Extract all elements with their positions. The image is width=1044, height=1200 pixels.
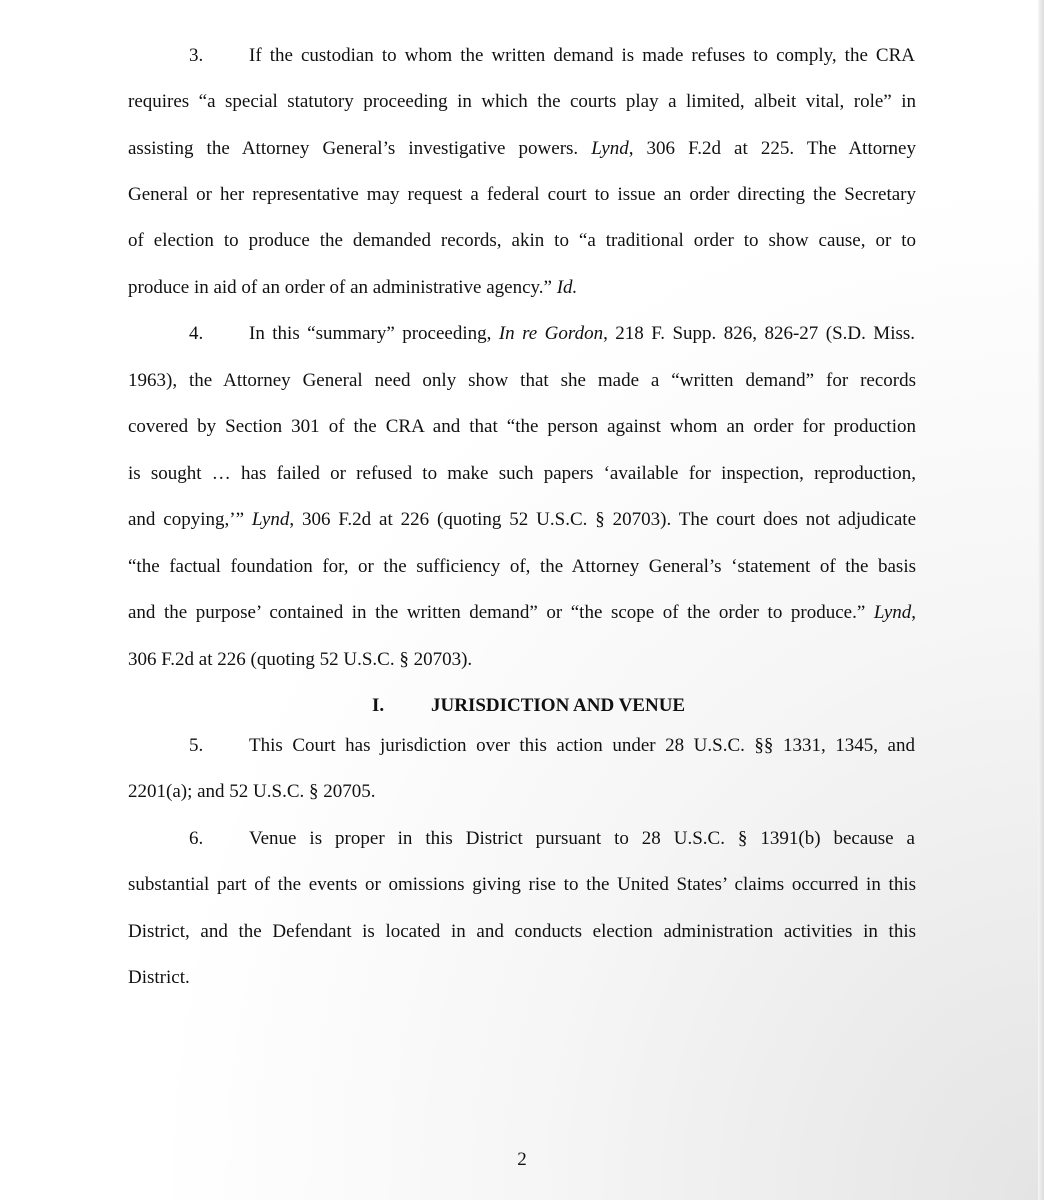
paragraph-number: 6. (189, 828, 204, 849)
paragraph-line: District, and the Defendant is located in and conducts election administration activities in this (128, 921, 916, 942)
paragraph-line: If the custodian to whom the written demand is made refuses to comply, the CRA (249, 45, 915, 66)
paragraph-number: 4. (189, 323, 204, 344)
paragraph-number: 3. (189, 45, 204, 66)
paragraph-line: Venue is proper in this District pursuant to 28 U.S.C. § 1391(b) because a (249, 828, 915, 849)
paragraph-number: 5. (189, 735, 204, 756)
paragraph-line: is sought … has failed or refused to make such papers ‘available for inspection, reproduction, (128, 463, 916, 484)
paragraph-line: produce in aid of an order of an administrative agency.” Id. (128, 277, 578, 298)
paragraph-line: and copying,’” Lynd, 306 F.2d at 226 (quoting 52 U.S.C. § 20703). The court does not adjudicate (128, 509, 917, 530)
paragraph-line: assisting the Attorney General’s investigative powers. Lynd, 306 F.2d at 225. The Attorney (128, 138, 916, 159)
paragraph-line: substantial part of the events or omissions giving rise to the United States’ claims occurred in this (128, 874, 916, 895)
section-title: JURISDICTION AND VENUE (431, 695, 686, 716)
page-edge-shadow (1038, 0, 1044, 1200)
paragraph-line: This Court has jurisdiction over this action under 28 U.S.C. §§ 1331, 1345, and (249, 735, 915, 756)
paragraph-line: of election to produce the demanded records, akin to “a traditional order to show cause, or to (128, 230, 916, 251)
section-heading (372, 694, 685, 718)
paragraph-line: “the factual foundation for, or the sufficiency of, the Attorney General’s ‘statement of the basis (128, 556, 916, 577)
section-numeral: I. (372, 695, 385, 716)
paragraph-line: 1963), the Attorney General need only show that she made a “written demand” for records (128, 370, 916, 391)
page-number: 2 (517, 1149, 527, 1170)
paragraph-line: covered by Section 301 of the CRA and that “the person against whom an order for production (128, 416, 916, 437)
paragraph-line: General or her representative may request a federal court to issue an order directing the Secretary (128, 184, 916, 205)
paragraph-line: requires “a special statutory proceeding in which the courts play a limited, albeit vital, role” in (128, 91, 916, 112)
paragraph-line: 306 F.2d at 226 (quoting 52 U.S.C. § 20703). (128, 649, 473, 670)
paragraph-line: In this “summary” proceeding, In re Gordon, 218 F. Supp. 826, 826-27 (S.D. Miss. (249, 323, 916, 344)
paragraph-line: District. (128, 967, 190, 988)
paragraph-line: and the purpose’ contained in the written demand” or “the scope of the order to produce.” Lynd, (128, 602, 916, 623)
paragraph-line: 2201(a); and 52 U.S.C. § 20705. (128, 781, 376, 802)
